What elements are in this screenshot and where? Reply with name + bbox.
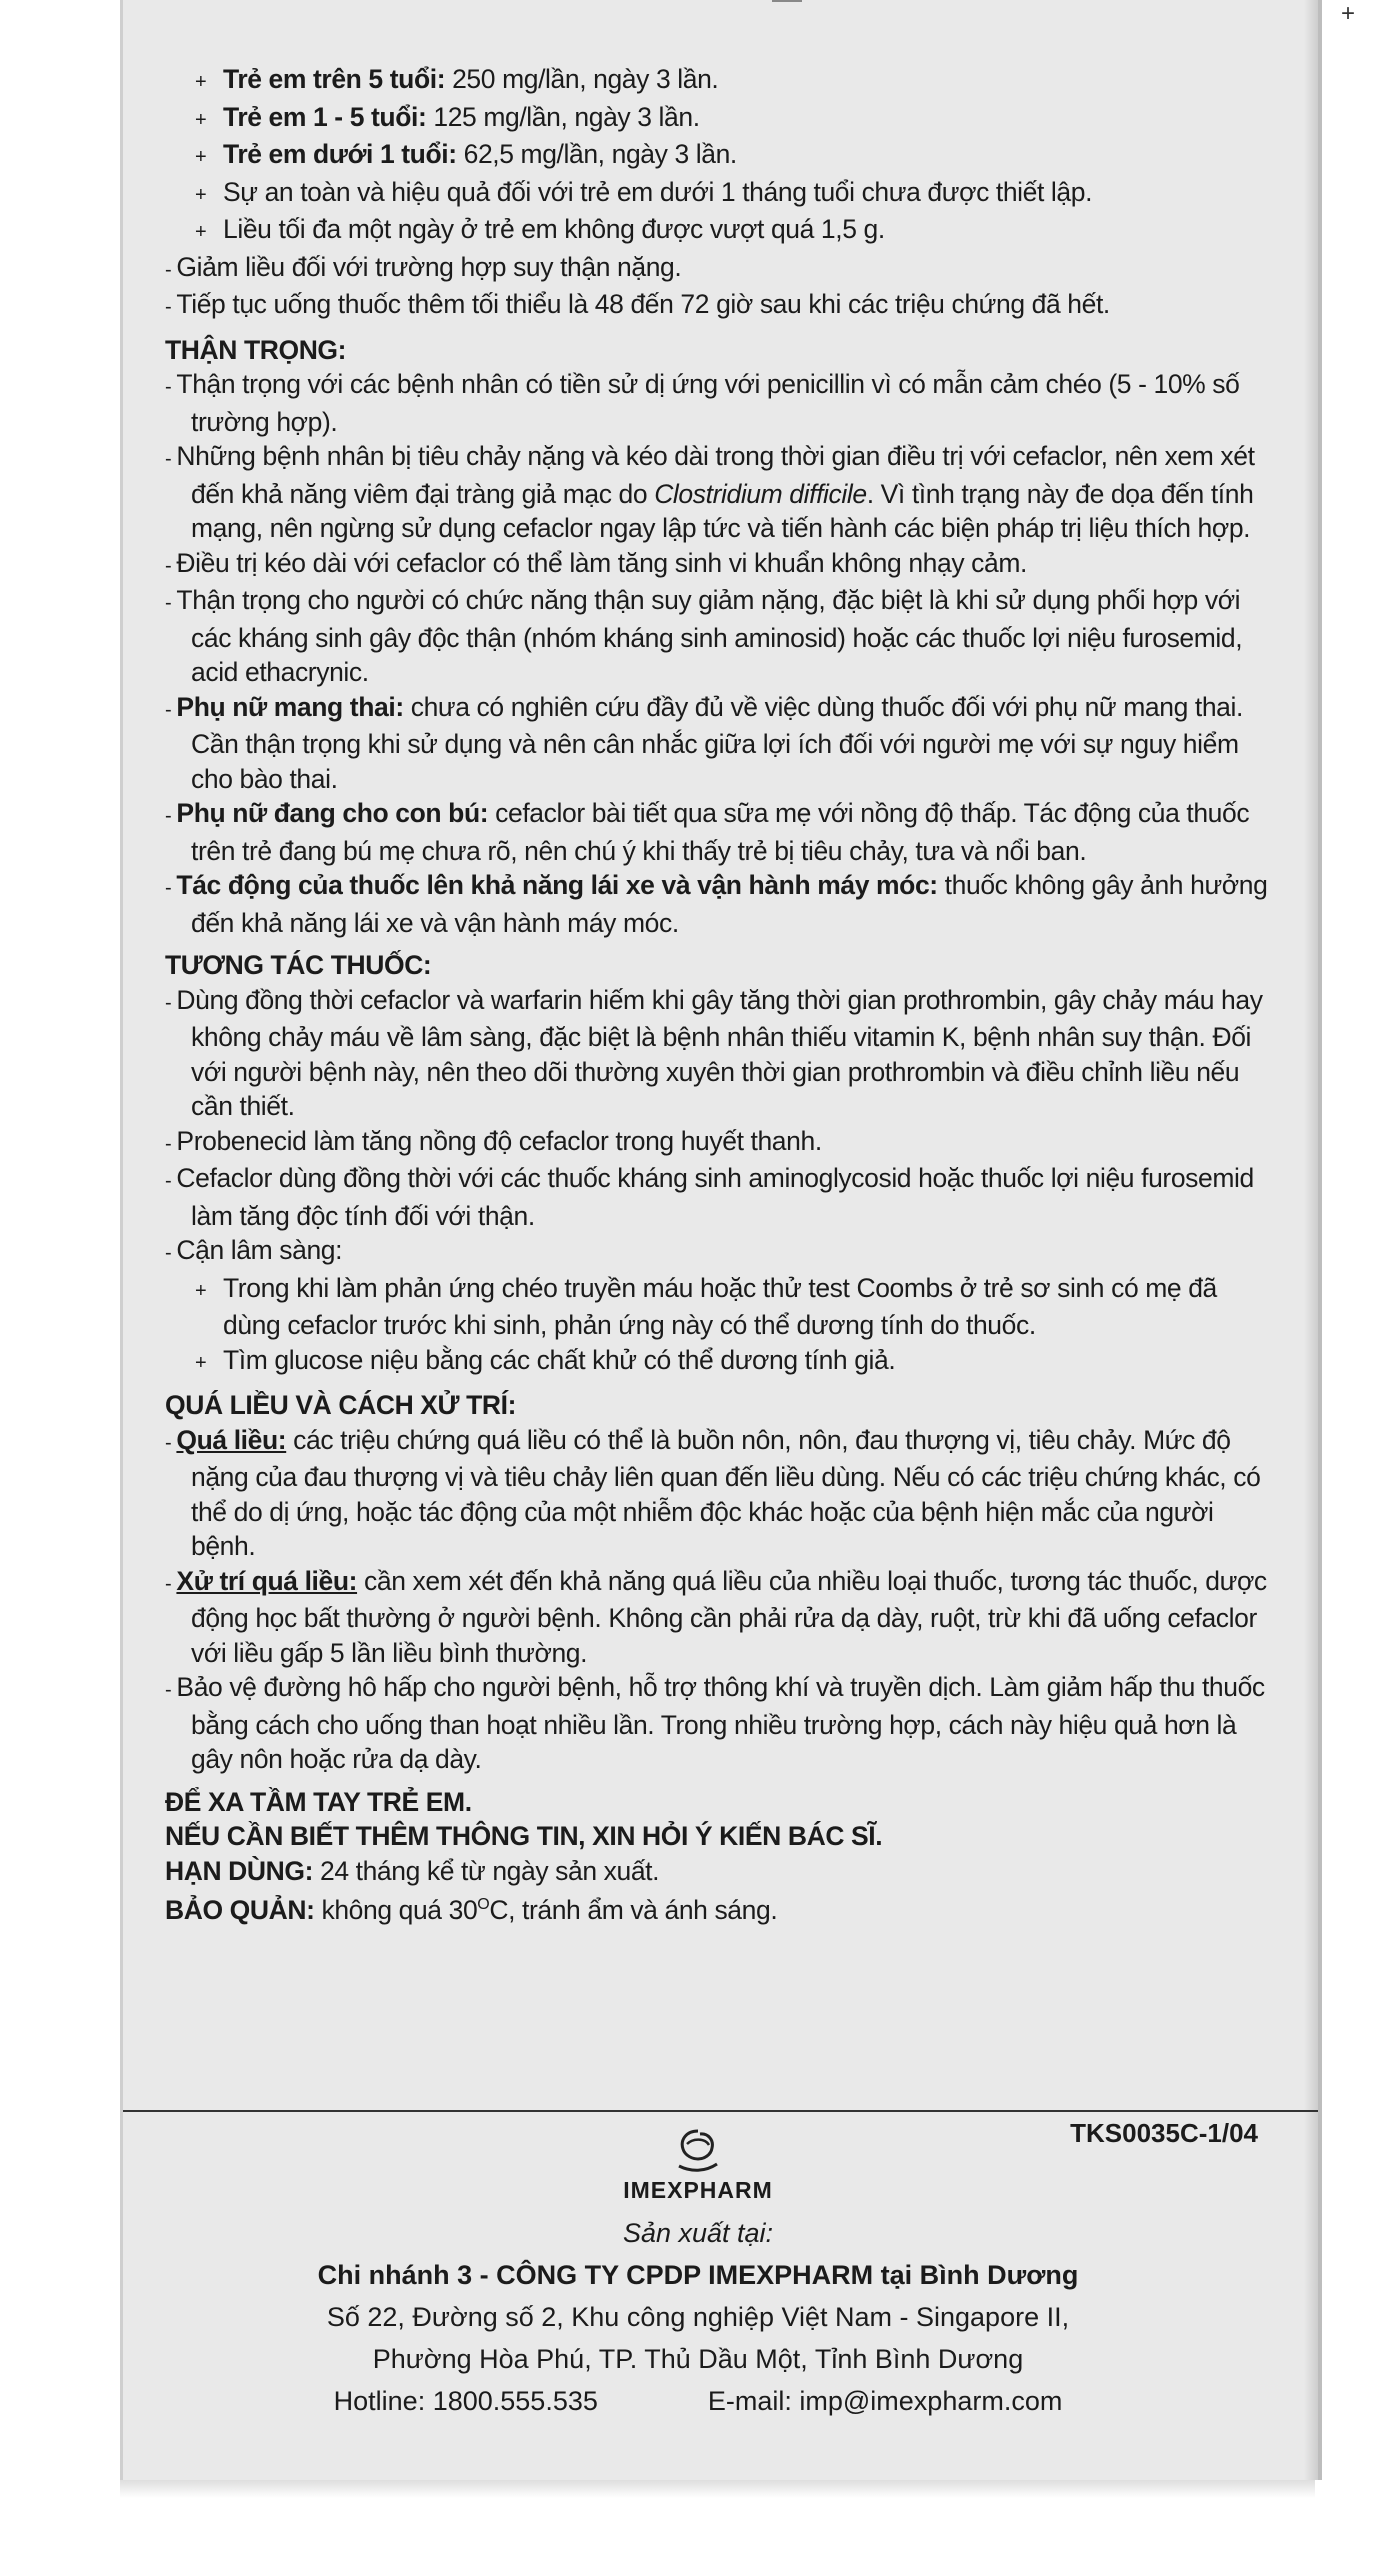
caution-breastfeeding	[165, 796, 1275, 868]
shelf-life-label: HẠN DÙNG:	[165, 1855, 314, 1886]
interaction-subitem: + Trong khi làm phản ứng chéo truyền máu hoặc thử test Coombs ở trẻ sơ sinh có mẹ đã dùng cefaclor trước khi sinh, phản ứng này có thể dương tính do thuốc.	[165, 1271, 1275, 1343]
interaction-item: - Cận lâm sàng:	[165, 1233, 1275, 1271]
footer-divider	[123, 2110, 1318, 2112]
manufacturer-branch: Chi nhánh 3 - CÔNG TY CPDP IMEXPHARM tại Bình Dương	[317, 2260, 1079, 2290]
dose-over-5	[165, 62, 1275, 100]
brand-name: IMEXPHARM	[623, 2177, 773, 2203]
caution-label: Phụ nữ mang thai:	[176, 691, 404, 722]
overdose-item	[165, 1423, 1275, 1564]
made-at-label: Sản xuất tại:	[622, 2218, 774, 2248]
caution-driving	[165, 868, 1275, 940]
storage	[165, 1888, 1275, 1927]
dose-under-1	[165, 137, 1275, 175]
brand-logo	[123, 2128, 1273, 2212]
caution-label: Phụ nữ đang cho con bú:	[176, 798, 489, 828]
interaction-item: - Cefaclor dùng đồng thời với các thuốc kháng sinh aminoglycosid hoặc thuốc lợi niệu furosemid làm tăng độc tính đối với thận.	[165, 1161, 1275, 1233]
warning-children: ĐỂ XA TẦM TAY TRẺ EM.	[165, 1786, 472, 1817]
manufacturer-footer	[123, 2122, 1273, 2422]
storage-text: C, tránh ẩm và ánh sáng.	[489, 1894, 778, 1925]
caution-pregnant	[165, 690, 1275, 797]
caution-text: . Vì tình trạng này đe dọa đến tính mạng, nên ngừng sử dụng cefaclor ngay lập tức và tiến hành các biện pháp trị liệu thích hợp.	[191, 478, 1254, 543]
storage-text: không quá 30	[314, 1894, 478, 1925]
corner-plus-mark: +	[1340, 0, 1355, 27]
imexpharm-logo-icon	[673, 2128, 723, 2172]
shelf-life-text: 24 tháng kể từ ngày sản xuất.	[313, 1855, 660, 1886]
address-line-2: Phường Hòa Phú, TP. Thủ Dầu Một, Tỉnh Bình Dương	[372, 2344, 1024, 2374]
dose-label: Trẻ em dưới 1 tuổi:	[223, 139, 457, 169]
dose-text: 250 mg/lần, ngày 3 lần.	[452, 64, 719, 94]
dose-1-to-5	[165, 100, 1275, 138]
storage-label: BẢO QUẢN:	[165, 1894, 315, 1925]
caution-item: - Thận trọng với các bệnh nhân có tiền sử dị ứng với penicillin vì có mẫn cảm chéo (5 - 10% số trường hợp).	[165, 367, 1275, 439]
warning-doctor: NẾU CẦN BIẾT THÊM THÔNG TIN, XIN HỎI Ý KIẾN BÁC SĨ.	[165, 1821, 883, 1851]
dose-safety-note	[165, 175, 1275, 213]
leaflet-content	[165, 62, 1275, 1927]
caution-label: Tác động của thuốc lên khả năng lái xe và vận hành máy móc:	[176, 870, 938, 900]
overdose-text: các triệu chứng quá liều có thể là buồn nôn, nôn, đau thượng vị, tiêu chảy. Mức độ nặng của đau thượng vị và tiêu chảy liên quan đến liều dùng. Nếu có các triệu chứng khác, có thể do dị ứng, hoặc tác động của một nhiễm độc khác hoặc của bệnh hiện mắc của người bệnh.	[191, 1424, 1261, 1561]
leaflet-page	[120, 0, 1322, 2480]
caution-organism: Clostridium difficile	[654, 478, 867, 509]
paper-edge	[120, 2480, 1315, 2498]
degree-sup: O	[477, 1896, 490, 1913]
dose-label: Trẻ em 1 - 5 tuổi:	[223, 101, 427, 132]
dose-text: 62,5 mg/lần, ngày 3 lần.	[463, 139, 737, 169]
dose-text: 125 mg/lần, ngày 3 lần.	[433, 101, 700, 132]
overdose-text: cần xem xét đến khả năng quá liều của nhiều loại thuốc, tương tác thuốc, dược động học bất thường ở người bệnh. Không cần phải rửa dạ dày, ruột, trừ khi đã uống cefaclor với liều gấp 5 lần liều bình thường.	[191, 1565, 1267, 1668]
caution-item: - Thận trọng cho người có chức năng thận suy giảm nặng, đặc biệt là khi sử dụng phối hợp với các kháng sinh gây độc thận (nhóm kháng sinh aminosid) hoặc các thuốc lợi niệu furosemid, acid ethacrynic.	[165, 583, 1275, 690]
dose-text: Sự an toàn và hiệu quả đối với trẻ em dưới 1 tháng tuổi chưa được thiết lập.	[223, 176, 1093, 207]
address-line-1: Số 22, Đường số 2, Khu công nghiệp Việt Nam - Singapore II,	[326, 2302, 1070, 2332]
caution-text: chưa có nghiên cứu đầy đủ về việc dùng thuốc đối với phụ nữ mang thai. Cần thận trọng khi sử dụng và nên cân nhắc giữa lợi ích đối với người mẹ với sự nguy hiểm cho bào thai.	[191, 691, 1243, 794]
caution-text: thuốc không gây ảnh hưởng đến khả năng lái xe và vận hành máy móc.	[191, 870, 1268, 938]
overdose-label: Xử trí quá liều:	[176, 1565, 358, 1596]
overdose-item	[165, 1564, 1275, 1671]
dose-max-note	[165, 212, 1275, 250]
overdose-item: - Bảo vệ đường hô hấp cho người bệnh, hỗ trợ thông khí và truyền dịch. Làm giảm hấp thu thuốc bằng cách cho uống than hoạt nhiều lần. Trong nhiều trường hợp, cách này hiệu quả hơn là gây nôn hoặc rửa dạ dày.	[165, 1670, 1275, 1777]
interactions-heading: TƯƠNG TÁC THUỐC:	[165, 950, 432, 980]
dose-text: Liều tối đa một ngày ở trẻ em không được vượt quá 1,5 g.	[223, 214, 885, 244]
caution-item	[165, 439, 1275, 546]
dose-continue-note: - Tiếp tục uống thuốc thêm tối thiểu là 48 đến 72 giờ sau khi các triệu chứng đã hết.	[165, 287, 1275, 325]
top-mark	[772, 0, 802, 2]
interaction-subitem: + Tìm glucose niệu bằng các chất khử có thể dương tính giả.	[165, 1343, 1275, 1381]
dose-renal-note: - Giảm liều đối với trường hợp suy thận nặng.	[165, 250, 1275, 288]
overdose-heading: QUÁ LIỀU VÀ CÁCH XỬ TRÍ:	[165, 1390, 516, 1420]
shelf-life	[165, 1854, 1275, 1889]
caution-text: cefaclor bài tiết qua sữa mẹ với nồng độ thấp. Tác động của thuốc trên trẻ đang bú mẹ chưa rõ, nên chú ý khi thấy trẻ bị tiêu chảy, tưa và nổi ban.	[191, 798, 1250, 866]
caution-item: - Điều trị kéo dài với cefaclor có thể làm tăng sinh vi khuẩn không nhạy cảm.	[165, 546, 1275, 584]
contact-row	[123, 2380, 1273, 2422]
caution-text: Những bệnh nhân bị tiêu chảy nặng và kéo dài trong thời gian điều trị với cefaclor, nên xem xét đến khả năng viêm đại tràng giả mạc do	[176, 441, 1255, 509]
dose-label: Trẻ em trên 5 tuổi:	[223, 64, 446, 94]
overdose-label: Quá liều:	[176, 1424, 287, 1455]
email: E-mail: imp@imexpharm.com	[707, 2386, 1063, 2416]
hotline: Hotline: 1800.555.535	[333, 2386, 598, 2416]
document-code: TKS0035C-1/04	[1070, 2118, 1258, 2148]
interaction-item: - Probenecid làm tăng nồng độ cefaclor trong huyết thanh.	[165, 1124, 1275, 1162]
caution-heading: THẬN TRỌNG:	[165, 334, 347, 365]
interaction-item: - Dùng đồng thời cefaclor và warfarin hiếm khi gây tăng thời gian prothrombin, gây chảy máu hay không chảy máu về lâm sàng, đặc biệt là bệnh nhân thiếu vitamin K, bệnh nhân suy thận. Đối với người bệnh này, nên theo dõi thường xuyên thời gian prothrombin và điều chỉnh liều nếu cần thiết.	[165, 983, 1275, 1124]
